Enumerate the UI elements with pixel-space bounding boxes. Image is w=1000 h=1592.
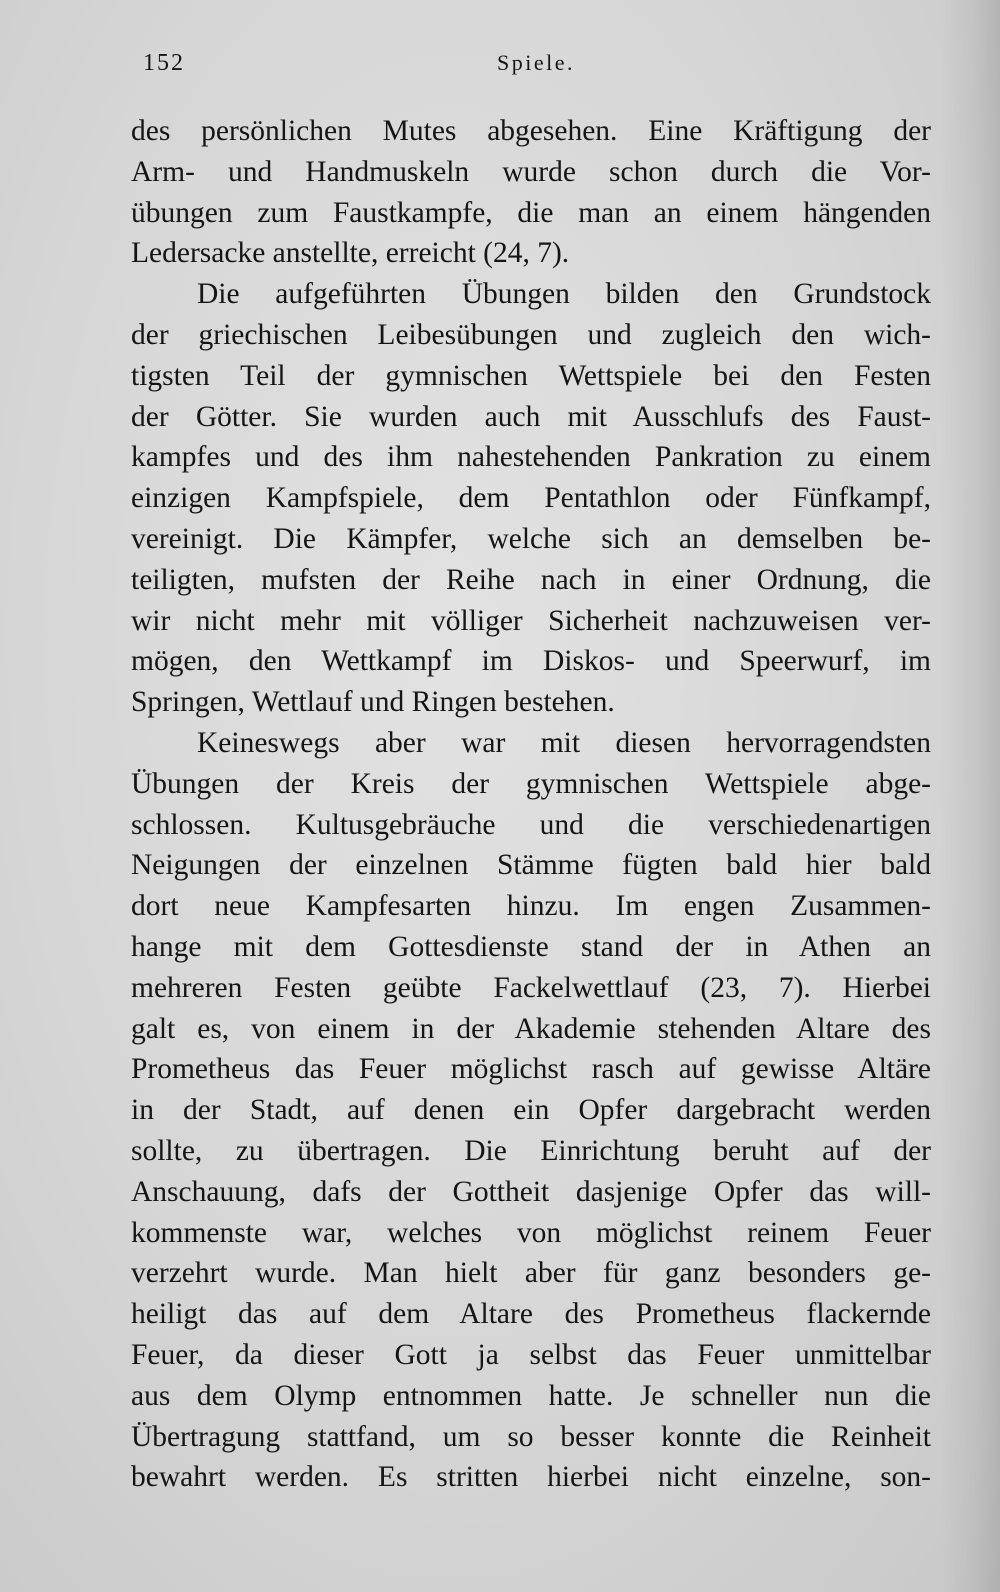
text-line-22: mehreren Festen geübte Fackelwettlauf (23, 7). Hierbei <box>131 971 931 1004</box>
text-line-30: heiligt das auf dem Altare des Prometheus flackernde <box>131 1298 931 1331</box>
text-line-16: Keineswegs aber war mit diesen hervorragendsten <box>197 726 931 759</box>
text-line-8: der Götter. Sie wurden auch mit Ausschlufs des Faust- <box>131 400 931 433</box>
text-line-6: der griechischen Leibesübungen und zugleich den wich- <box>131 318 931 351</box>
text-line-33: Übertragung stattfand, um so besser konnte die Reinheit <box>131 1420 931 1453</box>
text-line-31: Feuer, da dieser Gott ja selbst das Feuer unmittelbar <box>131 1338 931 1371</box>
text-line-2: Arm- und Handmuskeln wurde schon durch die Vor- <box>131 155 931 188</box>
text-line-12: teiligten, mufsten der Reihe nach in einer Ordnung, die <box>131 563 931 596</box>
text-line-1: des persönlichen Mutes abgesehen. Eine Kräftigung der <box>131 115 931 147</box>
text-line-10: einzigen Kampfspiele, dem Pentathlon oder Fünfkampf, <box>131 482 931 515</box>
text-line-17: Übungen der Kreis der gymnischen Wettspiele abge- <box>131 767 931 800</box>
text-line-14: mögen, den Wettkampf im Diskos- und Speerwurf, im <box>131 645 931 678</box>
text-line-24: Prometheus das Feuer möglichst rasch auf gewisse Altäre <box>131 1053 931 1086</box>
text-line-34: bewahrt werden. Es stritten hierbei nicht einzelne, son- <box>131 1461 931 1494</box>
text-line-25: in der Stadt, auf denen ein Opfer dargebracht werden <box>131 1094 931 1127</box>
page-header <box>137 50 927 90</box>
text-line-13: wir nicht mehr mit völliger Sicherheit nachzuweisen ver- <box>131 604 931 637</box>
text-line-15: Springen, Wettlauf und Ringen bestehen. <box>131 686 615 719</box>
running-head: Spiele. <box>497 50 575 75</box>
text-line-3: übungen zum Faustkampfe, die man an einem hängenden <box>131 196 931 229</box>
text-line-5: Die aufgeführten Übungen bilden den Grundstock <box>197 278 931 311</box>
text-line-20: dort neue Kampfesarten hinzu. Im engen Zusammen- <box>131 890 931 923</box>
text-line-29: verzehrt wurde. Man hielt aber für ganz besonders ge- <box>131 1257 931 1290</box>
text-line-7: tigsten Teil der gymnischen Wettspiele bei den Festen <box>131 359 931 392</box>
text-line-18: schlossen. Kultusgebräuche und die verschiedenartigen <box>131 808 931 841</box>
text-line-11: vereinigt. Die Kämpfer, welche sich an demselben be- <box>131 522 931 555</box>
text-line-23: galt es, von einem in der Akademie stehenden Altare des <box>131 1012 931 1045</box>
text-line-32: aus dem Olymp entnommen hatte. Je schneller nun die <box>131 1379 931 1412</box>
text-line-26: sollte, zu übertragen. Die Einrichtung beruht auf der <box>131 1134 931 1167</box>
page-number: 152 <box>143 50 185 76</box>
text-line-27: Anschauung, dafs der Gottheit dasjenige Opfer das will- <box>131 1175 931 1208</box>
text-line-21: hange mit dem Gottesdienste stand der in Athen an <box>131 930 931 963</box>
text-line-9: kampfes und des ihm nahestehenden Pankration zu einem <box>131 441 931 474</box>
body-text <box>131 111 931 1498</box>
text-line-28: kommenste war, welches von möglichst reinem Feuer <box>131 1216 931 1249</box>
text-line-4: Ledersacke anstellte, erreicht (24, 7). <box>131 237 570 270</box>
page-edge-shadow <box>940 0 1000 1592</box>
text-line-19: Neigungen der einzelnen Stämme fügten bald hier bald <box>131 849 931 882</box>
